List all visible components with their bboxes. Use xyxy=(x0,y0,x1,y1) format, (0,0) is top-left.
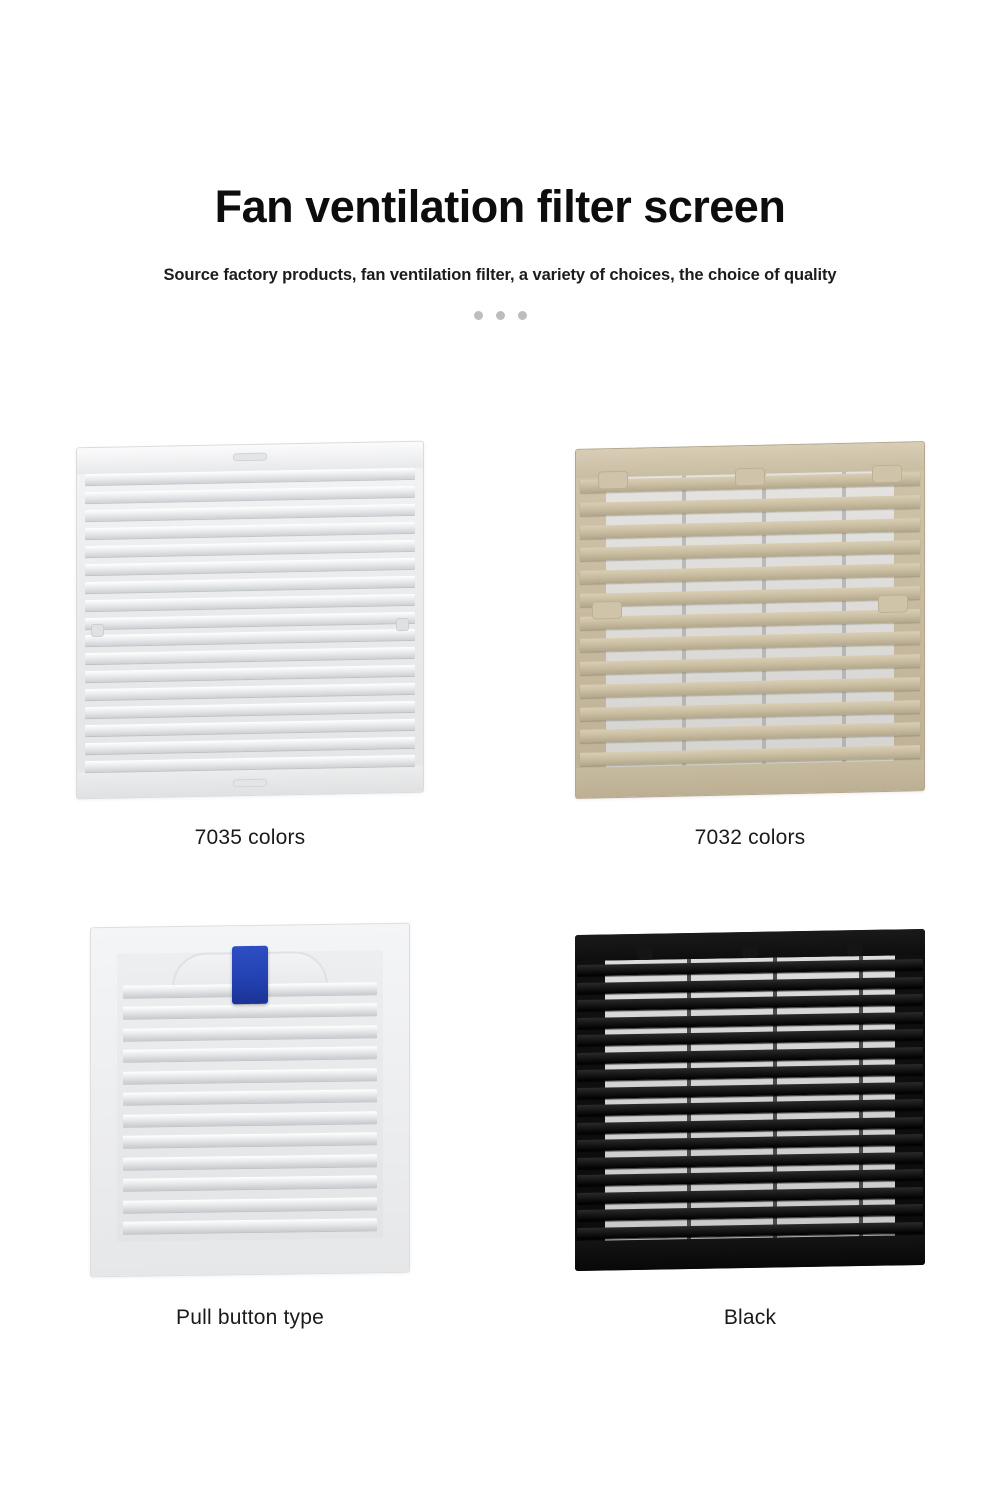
product-card-7035[interactable] xyxy=(0,420,500,900)
louver-grille-pull-tab-icon xyxy=(90,923,410,1277)
product-image-7032 xyxy=(500,420,1000,820)
pull-tab-icon xyxy=(232,946,268,1005)
product-card-black[interactable] xyxy=(500,900,1000,1380)
product-caption: Pull button type xyxy=(176,1306,324,1329)
product-image-black xyxy=(500,900,1000,1300)
product-caption: 7032 colors xyxy=(694,826,806,849)
louver-grille-icon xyxy=(575,929,925,1271)
product-image-7035 xyxy=(0,420,500,820)
product-caption: Black xyxy=(723,1306,777,1329)
page-subtitle: Source factory products, fan ventilation filter, a variety of choices, the choice of quality xyxy=(163,265,837,284)
product-card-pull-button[interactable] xyxy=(0,900,500,1380)
page-title: Fan ventilation filter screen xyxy=(214,181,786,232)
carousel-dot[interactable] xyxy=(474,311,483,320)
product-card-7032[interactable] xyxy=(500,420,1000,900)
carousel-dot[interactable] xyxy=(496,311,505,320)
page-header xyxy=(0,0,1000,320)
product-caption: 7035 colors xyxy=(194,826,306,849)
carousel-dot[interactable] xyxy=(518,311,527,320)
product-image-pull-button xyxy=(0,900,500,1300)
product-grid xyxy=(0,420,1000,1380)
louver-grille-icon xyxy=(76,441,424,800)
carousel-dots[interactable] xyxy=(0,311,1000,320)
louver-grille-icon xyxy=(575,441,925,799)
